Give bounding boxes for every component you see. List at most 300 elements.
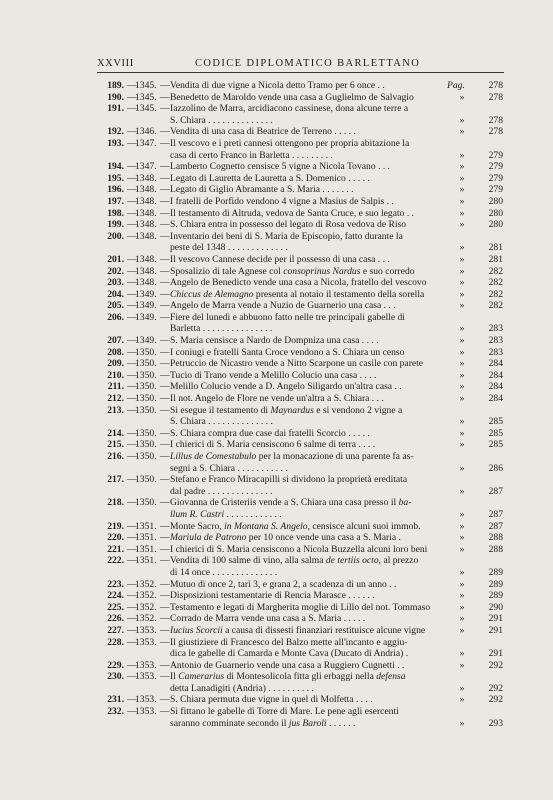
page-number: 291	[488, 624, 503, 636]
ditto-mark: »	[459, 439, 465, 451]
entry-year: 1345.	[135, 91, 157, 103]
entry-number: 213.	[107, 404, 124, 416]
entry-dash: —	[127, 230, 137, 242]
entry-row	[0, 266, 553, 278]
entry-dash: —	[160, 497, 170, 509]
ditto-mark: »	[459, 624, 465, 636]
entry-row	[0, 300, 553, 312]
entry-year: 1353.	[135, 706, 157, 718]
entry-year: 1347.	[135, 161, 157, 173]
entry-number: 194.	[107, 161, 124, 173]
entry-description: Si esegue il testamento di Maynardus e si vendono 2 vigne a	[170, 404, 403, 416]
entry-year: 1348.	[135, 195, 157, 207]
entry-dash: —	[160, 346, 170, 358]
entry-year: 1345.	[135, 80, 157, 91]
entry-number: 217.	[107, 474, 124, 486]
entry-number: 199.	[107, 219, 124, 231]
entry-dash: —	[127, 219, 137, 231]
entry-italic-term: jus Baroli	[288, 717, 327, 729]
entry-year: 1350.	[135, 346, 157, 358]
page-number: 290	[488, 601, 503, 613]
page-number: 279	[488, 172, 503, 184]
entry-dash: —	[160, 659, 170, 671]
entry-year: 1353.	[135, 624, 157, 636]
entry-row	[0, 637, 553, 649]
entry-dash: —	[160, 207, 170, 219]
entry-number: 191.	[107, 103, 124, 115]
entry-description: S. Chiara compra due case dai fratelli Scorcio . . . . .	[170, 427, 370, 439]
entry-italic-term: Iucius Scorcii	[170, 624, 223, 636]
entry-dash: —	[160, 543, 170, 555]
page-number: 292	[488, 694, 503, 706]
entry-continuation-row	[0, 509, 553, 521]
page-number: 284	[488, 381, 503, 393]
page-number: 281	[488, 253, 503, 265]
page-number: 284	[488, 369, 503, 381]
entry-number: 215.	[107, 439, 124, 451]
page-number: 279	[488, 184, 503, 196]
entry-dash: —	[127, 613, 137, 625]
entry-dash: —	[160, 427, 170, 439]
entry-number: 206.	[107, 311, 124, 323]
page-abbreviation: Pag.	[447, 80, 465, 91]
entry-row	[0, 497, 553, 509]
entry-dash: —	[127, 659, 137, 671]
entry-italic-term: Lillus de Comestabulo	[170, 451, 257, 462]
entry-row	[0, 208, 553, 220]
entry-description: S. Chiara entra in possesso del legato di Rosa vedova de Riso	[170, 219, 407, 231]
entry-dash: —	[160, 555, 170, 567]
entry-row	[0, 579, 553, 591]
entry-year: 1348.	[135, 172, 157, 184]
entry-row	[0, 161, 553, 173]
page-number: 279	[488, 149, 503, 161]
entry-description: Il testamento di Altruda, vedova de Santa Cruce, e suo legato . .	[170, 207, 415, 219]
entry-dash: —	[160, 137, 170, 149]
entry-italic-term: in Montana S. Angelo	[224, 520, 308, 532]
entry-description: I chierici di S. Maria censiscono a Nicola Buzzella alcuni loro beni	[170, 543, 428, 555]
entry-dash: —	[127, 207, 137, 219]
page-number: 278	[488, 80, 503, 91]
ditto-mark: »	[459, 219, 465, 231]
entry-number: 216.	[107, 451, 124, 462]
entry-number: 209.	[107, 358, 124, 370]
entry-dash: —	[127, 288, 137, 300]
header-rule	[97, 72, 504, 73]
entry-dash: —	[127, 706, 137, 718]
entry-dash: —	[160, 219, 170, 231]
entry-description: Il giustiziere di Francesco del Balzo mette all'incanto e aggiu-	[170, 636, 408, 648]
entry-year: 1349.	[135, 288, 157, 300]
entry-continuation-row	[0, 416, 553, 428]
entry-row	[0, 694, 553, 706]
entry-number: 219.	[107, 520, 124, 532]
page-number: 292	[488, 682, 503, 694]
entry-number: 201.	[107, 253, 124, 265]
entry-year: 1348.	[135, 219, 157, 231]
entry-dash: —	[127, 427, 137, 439]
entry-number: 198.	[107, 207, 124, 219]
ditto-mark: »	[459, 172, 465, 184]
ditto-mark: »	[459, 265, 465, 277]
entry-dash: —	[160, 195, 170, 207]
entry-description: Chiccus de Alemagno presenta al notaio il testamento della sorella	[170, 288, 425, 300]
entry-dash: —	[127, 335, 137, 347]
entry-description: S. Chiara . . . . . . . . . . . . . .	[170, 416, 273, 428]
entry-dash: —	[160, 636, 170, 648]
entry-year: 1347.	[135, 137, 157, 149]
entry-dash: —	[160, 520, 170, 532]
entry-description: Lillus de Comestabulo per la monacazione di una parente fa as-	[170, 451, 414, 462]
ditto-mark: »	[459, 682, 465, 694]
entry-dash: —	[127, 393, 137, 405]
entry-italic-term: defensa	[376, 671, 406, 683]
entry-dash: —	[160, 381, 170, 393]
entry-dash: —	[160, 335, 170, 347]
page-header	[97, 58, 504, 69]
entry-description: Il not. Angelo de Flore ne vende un'altra a S. Chiara . . .	[170, 393, 384, 405]
entry-year: 1353.	[135, 659, 157, 671]
entry-row	[0, 370, 553, 382]
entry-continuation-row	[0, 463, 553, 475]
entry-dash: —	[127, 253, 137, 265]
entry-row	[0, 602, 553, 614]
page-number: 283	[488, 323, 503, 335]
entry-description: Mariula de Patrono per 10 once vende una casa a S. Maria .	[170, 532, 401, 544]
entry-dash: —	[127, 404, 137, 416]
entry-description: S. Chiara . . . . . . . . . . . . . .	[170, 114, 273, 126]
ditto-mark: »	[459, 242, 465, 254]
ditto-mark: »	[459, 323, 465, 335]
entry-year: 1350.	[135, 474, 157, 486]
entry-dash: —	[160, 253, 170, 265]
entry-dash: —	[160, 126, 170, 138]
entry-description: Inventario dei beni di S. Maria de Episcopio, fatto durante la	[170, 230, 403, 242]
entry-description: saranno comminate secondo il jus Baroli . . . . . .	[170, 717, 356, 729]
entry-dash: —	[127, 91, 137, 103]
entry-dash: —	[127, 532, 137, 544]
entry-dash: —	[160, 590, 170, 602]
entry-row	[0, 393, 553, 405]
entry-description: detta Lanadigiti (Andria) . . . . . . . . . .	[170, 682, 314, 694]
page-number: 283	[488, 335, 503, 347]
entry-dash: —	[127, 137, 137, 149]
page-number: 280	[488, 219, 503, 231]
entry-description: Il vescovo e i preti cannesi ottengono per propria abitazione la	[170, 137, 410, 149]
entry-year: 1350.	[135, 439, 157, 451]
entry-row	[0, 358, 553, 370]
entry-row	[0, 405, 553, 417]
ditto-mark: »	[459, 613, 465, 625]
ditto-mark: »	[459, 717, 465, 729]
ditto-mark: »	[459, 508, 465, 520]
entry-row	[0, 312, 553, 324]
entry-dash: —	[127, 590, 137, 602]
page-number: 289	[488, 566, 503, 578]
entry-number: 195.	[107, 172, 124, 184]
entry-year: 1350.	[135, 451, 157, 462]
page-number: 288	[488, 543, 503, 555]
entry-description: Petruccio de Nicastro vende a Nitto Scarpone un casile con parete	[170, 358, 424, 370]
entry-dash: —	[127, 103, 137, 115]
entry-dash: —	[160, 91, 170, 103]
entry-dash: —	[160, 706, 170, 718]
entry-description: Corrado de Marra vende una casa a S. Maria . . . . .	[170, 613, 366, 625]
entry-number: 228.	[107, 636, 124, 648]
entry-year: 1348.	[135, 253, 157, 265]
entry-number: 192.	[107, 126, 124, 138]
entry-row	[0, 289, 553, 301]
page-number: 285	[488, 427, 503, 439]
page-number: 291	[488, 648, 503, 660]
entry-number: 231.	[107, 694, 124, 706]
page-number: 285	[488, 439, 503, 451]
entry-number: 224.	[107, 590, 124, 602]
ditto-mark: »	[459, 335, 465, 347]
entry-continuation-row	[0, 323, 553, 335]
page-number: 287	[488, 520, 503, 532]
ditto-mark: »	[459, 369, 465, 381]
entry-year: 1349.	[135, 311, 157, 323]
entry-dash: —	[127, 381, 137, 393]
entry-row	[0, 428, 553, 440]
entry-number: 207.	[107, 335, 124, 347]
ditto-mark: »	[459, 578, 465, 590]
entry-row	[0, 439, 553, 451]
entry-italic-term: Chiccus de Alemagno	[170, 288, 254, 300]
entry-year: 1350.	[135, 369, 157, 381]
entry-year: 1348.	[135, 277, 157, 289]
entry-row	[0, 347, 553, 359]
entry-dash: —	[160, 404, 170, 416]
entry-number: 229.	[107, 659, 124, 671]
entry-row	[0, 184, 553, 196]
entry-row	[0, 381, 553, 393]
entry-number: 202.	[107, 265, 124, 277]
entry-dash: —	[160, 451, 170, 462]
page-number: 278	[488, 126, 503, 138]
entry-dash: —	[160, 474, 170, 486]
page-number: 289	[488, 590, 503, 602]
ditto-mark: »	[459, 427, 465, 439]
entry-description: Legato di Lauretta de Lauretta a S. Domenico . . . . .	[170, 172, 370, 184]
entry-row	[0, 254, 553, 266]
page-number: 284	[488, 358, 503, 370]
ditto-mark: »	[459, 659, 465, 671]
entry-year: 1348.	[135, 230, 157, 242]
entry-dash: —	[160, 694, 170, 706]
ditto-mark: »	[459, 253, 465, 265]
entry-row	[0, 706, 553, 718]
page-number: 293	[488, 717, 503, 729]
entry-row	[0, 219, 553, 231]
ditto-mark: »	[459, 358, 465, 370]
entry-number: 208.	[107, 346, 124, 358]
entry-row	[0, 231, 553, 243]
ditto-mark: »	[459, 195, 465, 207]
page-number: 284	[488, 393, 503, 405]
entry-dash: —	[160, 358, 170, 370]
entry-dash: —	[127, 277, 137, 289]
entry-year: 1353.	[135, 636, 157, 648]
entry-continuation-row	[0, 567, 553, 579]
entry-dash: —	[160, 184, 170, 196]
entry-continuation-row	[0, 115, 553, 127]
entry-dash: —	[127, 439, 137, 451]
entry-dash: —	[160, 624, 170, 636]
entry-dash: —	[127, 126, 137, 138]
entry-dash: —	[127, 184, 137, 196]
entry-continuation-row	[0, 648, 553, 660]
entry-number: 212.	[107, 393, 124, 405]
entry-dash: —	[160, 172, 170, 184]
entry-number: 193.	[107, 137, 124, 149]
page-number: 287	[488, 508, 503, 520]
entry-year: 1352.	[135, 601, 157, 613]
page-number: 280	[488, 207, 503, 219]
entry-dash: —	[127, 497, 137, 509]
entry-description: I fratelli de Porfido vendono 4 vigne a Masius de Salpis . .	[170, 195, 394, 207]
ditto-mark: »	[459, 590, 465, 602]
entry-number: 200.	[107, 230, 124, 242]
ditto-mark: »	[459, 601, 465, 613]
entry-description: Vendita di una casa di Beatrice de Terreno . . . . .	[170, 126, 356, 138]
entry-dash: —	[160, 288, 170, 300]
entry-number: 232.	[107, 706, 124, 718]
entry-year: 1353.	[135, 671, 157, 683]
ditto-mark: »	[459, 91, 465, 103]
entry-description: Stefano e Franco Miracapilli si dividono la proprietà ereditata	[170, 474, 408, 486]
entry-italic-term: ba-	[398, 497, 412, 509]
entry-dash: —	[160, 265, 170, 277]
entry-year: 1351.	[135, 520, 157, 532]
entry-row	[0, 532, 553, 544]
ditto-mark: »	[459, 694, 465, 706]
page-number: 279	[488, 161, 503, 173]
entry-description: Barletta . . . . . . . . . . . . . . .	[170, 323, 273, 335]
entry-dash: —	[160, 103, 170, 115]
entry-description: S. Chiara permuta due vigne in quel di Molfetta . . . .	[170, 694, 373, 706]
entry-dash: —	[127, 161, 137, 173]
entry-row	[0, 671, 553, 683]
entry-italic-term: llum R. Castri	[170, 508, 225, 520]
entry-dash: —	[127, 601, 137, 613]
entry-number: 197.	[107, 195, 124, 207]
entry-italic-term: consoprinus Nardus	[283, 265, 361, 277]
entry-dash: —	[160, 439, 170, 451]
ditto-mark: »	[459, 288, 465, 300]
entry-year: 1350.	[135, 381, 157, 393]
ditto-mark: »	[459, 126, 465, 138]
entry-number: 190.	[107, 91, 124, 103]
ditto-mark: »	[459, 207, 465, 219]
entry-row	[0, 126, 553, 138]
entry-description: Il vescovo Cannese decide per il possesso di una casa . . .	[170, 253, 390, 265]
entry-dash: —	[127, 555, 137, 567]
page-number: 278	[488, 91, 503, 103]
entry-year: 1349.	[135, 300, 157, 312]
entry-row	[0, 474, 553, 486]
ditto-mark: »	[459, 149, 465, 161]
ditto-mark: »	[459, 277, 465, 289]
entry-dash: —	[127, 474, 137, 486]
entry-number: 227.	[107, 624, 124, 636]
ditto-mark: »	[459, 648, 465, 660]
entry-description: Angelo de Marra vende a Nuzio de Guarnerio una casa . . .	[170, 300, 396, 312]
entry-dash: —	[127, 520, 137, 532]
ditto-mark: »	[459, 114, 465, 126]
entry-row	[0, 196, 553, 208]
entry-dash: —	[160, 80, 170, 91]
entry-description: Mutuo di once 2, tarì 3, e grana 2, a scadenza di un anno . .	[170, 578, 397, 590]
entry-number: 218.	[107, 497, 124, 509]
entry-number: 223.	[107, 578, 124, 590]
entry-row	[0, 544, 553, 556]
page-number: 278	[488, 114, 503, 126]
page-number: 289	[488, 578, 503, 590]
ditto-mark: »	[459, 485, 465, 497]
entry-dash: —	[127, 694, 137, 706]
entry-row	[0, 173, 553, 185]
entry-number: 205.	[107, 300, 124, 312]
page-number: 292	[488, 659, 503, 671]
entry-dash: —	[160, 277, 170, 289]
entry-year: 1353.	[135, 694, 157, 706]
entry-dash: —	[127, 543, 137, 555]
entry-italic-term: Camerarius	[178, 671, 225, 683]
ditto-mark: »	[459, 566, 465, 578]
entry-description: Giovanna de Cristeriis vende a S. Chiara una casa presso il ba-	[170, 497, 412, 509]
page-number: 287	[488, 485, 503, 497]
entry-year: 1348.	[135, 207, 157, 219]
entry-number: 214.	[107, 427, 124, 439]
entry-year: 1352.	[135, 578, 157, 590]
ditto-mark: »	[459, 532, 465, 544]
entry-year: 1350.	[135, 358, 157, 370]
entry-description: I chierici di S. Maria censiscono 6 salme di terra . . . .	[170, 439, 376, 451]
entry-number: 196.	[107, 184, 124, 196]
entry-dash: —	[127, 671, 137, 683]
entry-description: segni a S. Chiara . . . . . . . . . . .	[170, 462, 288, 474]
ditto-mark: »	[459, 462, 465, 474]
entry-row	[0, 613, 553, 625]
page-number: 282	[488, 300, 503, 312]
entry-row	[0, 590, 553, 602]
entry-year: 1351.	[135, 543, 157, 555]
entry-continuation-row	[0, 150, 553, 162]
page-number: 282	[488, 288, 503, 300]
entry-number: 211.	[107, 381, 124, 393]
entry-dash: —	[160, 230, 170, 242]
entry-year: 1350.	[135, 497, 157, 509]
entry-number: 225.	[107, 601, 124, 613]
entry-dash: —	[160, 671, 170, 683]
page-number: 285	[488, 416, 503, 428]
page-number: 282	[488, 277, 503, 289]
entry-description: dal padre . . . . . . . . . . . . . .	[170, 485, 273, 497]
entry-description: Antonio de Guarnerio vende una casa a Ruggiero Cugnetti . .	[170, 659, 405, 671]
entry-dash: —	[127, 578, 137, 590]
entry-description: Tucio di Trano vende a Melillo Colucio una casa . . . .	[170, 369, 377, 381]
entry-description: Melillo Colucio vende a D. Angelo Siligardo un'altra casa . .	[170, 381, 402, 393]
entry-number: 204.	[107, 288, 124, 300]
entry-description: Vendita di 100 salme di vino, alla salma de tertiis octo, al prezzo	[170, 555, 419, 567]
entry-dash: —	[160, 369, 170, 381]
entry-number: 221.	[107, 543, 124, 555]
entry-description: llum R. Castri . . . . . . . . . . . .	[170, 508, 282, 520]
entry-dash: —	[127, 369, 137, 381]
entry-dash: —	[127, 265, 137, 277]
